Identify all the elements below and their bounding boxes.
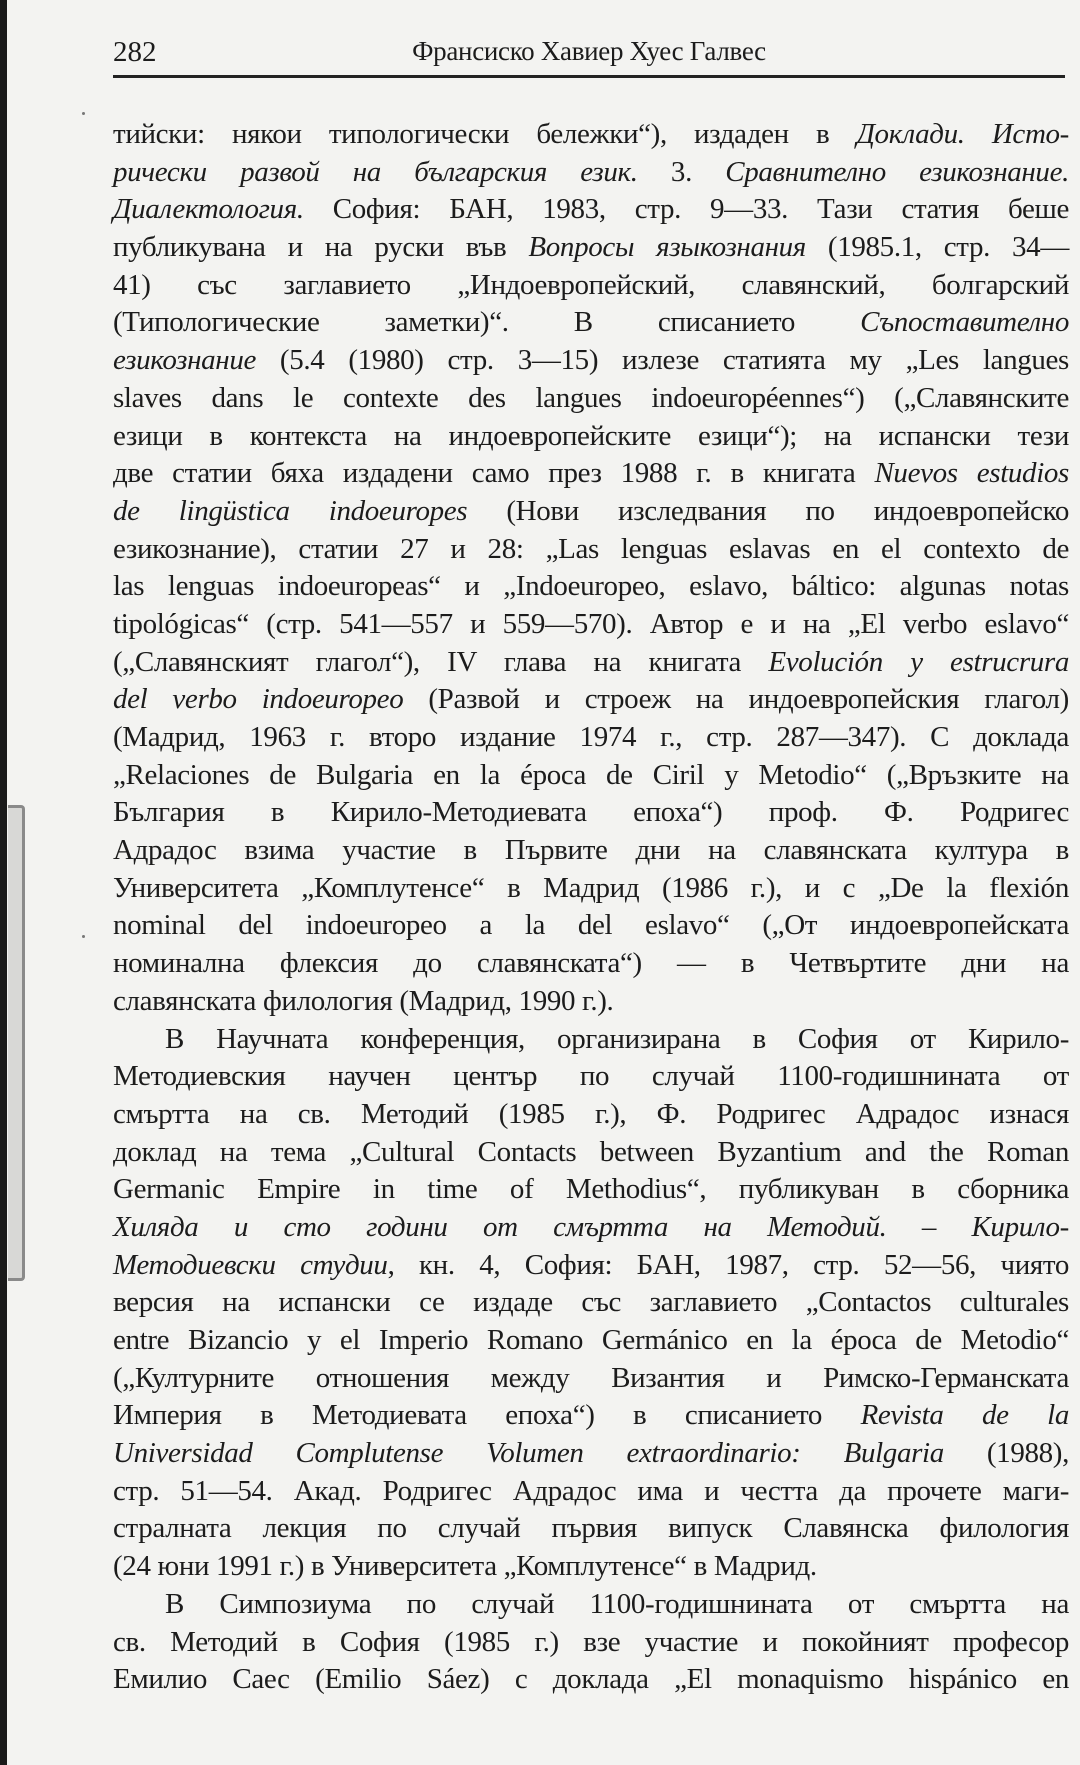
text-run: св. Методий в София (1985 г.) взе участие и покойният професор (113, 1625, 1069, 1658)
page-number: 282 (113, 36, 157, 68)
text-line (113, 191, 1069, 229)
body-text (113, 116, 1069, 1699)
italic-text: Universidad Complutense Volumen extraordinario: Bulgaria (113, 1437, 944, 1470)
text-run: смъртта на св. Методий (1985 г.), Ф. Родригес Адрадос изнася (113, 1097, 1069, 1130)
text-line (113, 267, 1069, 305)
text-line (113, 418, 1069, 456)
italic-text: Диалектология. (113, 193, 304, 226)
text-line (113, 1435, 1069, 1473)
scan-binding-edge (0, 0, 7, 1765)
text-run: las lenguas indoeuropeas“ и „Indoeuropeo, eslavo, báltico: algunas notas (113, 570, 1069, 603)
text-run: стр. 51—54. Акад. Родригес Адрадос има и честта да прочете маги- (113, 1474, 1069, 1507)
text-run: Адрадос взима участие в Първите дни на славянската култура в (113, 834, 1069, 867)
text-line (113, 757, 1069, 795)
text-line (113, 1247, 1069, 1285)
text-run: Империя в Методиевата епоха“) в списанието (113, 1399, 861, 1432)
italic-text: Nuevos estudios (874, 457, 1069, 490)
header-rule (113, 75, 1065, 78)
text-run: (1988), (943, 1437, 1069, 1470)
text-run: тийски: някои типологически бележки“), издаден в (113, 118, 857, 150)
text-run: (5.4 (1980) стр. 3—15) излезе статията му „Les langues (256, 344, 1069, 377)
text-run: публикувана и на руски във (113, 231, 529, 264)
text-line (113, 794, 1069, 832)
text-run: „Relaciones de Bulgaria en la época de Ciril y Metodio“ („Връзките на (113, 758, 1069, 791)
text-line (113, 1473, 1069, 1511)
text-line (113, 870, 1069, 908)
text-run: Емилио Саес (Emilio Sáez) с доклада „El monaquismo hispánico en (113, 1663, 1069, 1696)
italic-text: Съпоставително (860, 306, 1069, 339)
text-line (113, 1209, 1069, 1247)
italic-text: del verbo indoeuropeo (113, 683, 404, 716)
text-run: номинална флексия до славянската“) — в Четвъртите дни на (113, 947, 1069, 980)
text-run: В Научната конференция, организирана в София от Кирило- (165, 1022, 1069, 1055)
text-line (113, 116, 1069, 154)
text-line (113, 1586, 1069, 1624)
text-line (113, 1624, 1069, 1662)
text-run: Germanic Empire in time of Methodius“, публикуван в сборника (113, 1173, 1069, 1206)
text-line (113, 907, 1069, 945)
scan-page-clip (8, 805, 25, 1281)
text-run: две статии бяха издадени само през 1988 г. в книгата (113, 457, 875, 490)
text-line (113, 983, 1069, 1021)
text-line (113, 154, 1069, 192)
text-line (113, 455, 1069, 493)
italic-text: Методиевски студии (113, 1248, 388, 1281)
text-run: , кн. 4, София: БАН, 1987, стр. 52—56, чиято (387, 1248, 1069, 1281)
text-line (113, 681, 1069, 719)
text-line (113, 1397, 1069, 1435)
italic-text: езикознание (113, 344, 256, 377)
text-run: (Развой и строеж на индоевропейския глагол) (403, 683, 1069, 716)
italic-text: Сравнително езикознание. (725, 155, 1070, 188)
text-line (113, 1096, 1069, 1134)
text-run: (Нови изследвания по индоевропейско (467, 494, 1069, 527)
text-run: доклад на тема „Cultural Contacts between Byzantium and the Roman (113, 1135, 1069, 1168)
text-line (113, 342, 1069, 380)
text-run: В Симпозиума по случай 1100-годишнината от смъртта на (165, 1587, 1069, 1620)
text-line (113, 832, 1069, 870)
text-line (113, 1548, 1069, 1586)
text-run: Университета „Комплутенсе“ в Мадрид (1986 г.), и с „De la flexión (113, 871, 1069, 904)
text-line (113, 1284, 1069, 1322)
italic-text: рически развой на българския език. (113, 155, 671, 188)
scan-speck (82, 112, 85, 115)
text-line (113, 1322, 1069, 1360)
text-line (113, 380, 1069, 418)
italic-text: Evolución y estrucrura (768, 645, 1069, 678)
text-run: 3. (670, 155, 726, 188)
text-run: (1985.1, стр. 34— (805, 231, 1069, 264)
text-run: slaves dans le contexte des langues indoeuropéennes“) („Славянските (113, 381, 1069, 414)
text-run: стралната лекция по случай първия випуск Славянска филология (113, 1512, 1069, 1545)
text-line (113, 493, 1069, 531)
text-line (113, 568, 1069, 606)
text-run: славянската филология (Мадрид, 1990 г.). (113, 984, 614, 1017)
italic-text: Вопросы языкознания (528, 231, 806, 264)
text-run: (Мадрид, 1963 г. второ издание 1974 г., стр. 287—347). С доклада (113, 721, 1069, 753)
text-run: nominal del indoeuropeo a la del eslavo“ („От индоевропейската (113, 909, 1069, 942)
text-run: entre Bizancio y el Imperio Romano Germánico en la época de Metodio“ (113, 1324, 1069, 1356)
text-run: („Славянският глагол“), IV глава на книгата (113, 645, 769, 678)
text-run: България в Кирило-Методиевата епоха“) проф. Ф. Родригес (113, 796, 1069, 829)
italic-text: de lingüstica indoeuropes (113, 494, 468, 527)
text-line (113, 945, 1069, 983)
text-run: („Културните отношения между Византия и Римско-Германската (113, 1361, 1069, 1394)
italic-text: Revista de la (860, 1399, 1069, 1432)
text-line (113, 644, 1069, 682)
running-title: Франсиско Хавиер Хуес Галвес (412, 36, 766, 66)
text-line (113, 1360, 1069, 1398)
text-run: версия на испански се издаде със заглавието „Contactos culturales (113, 1286, 1069, 1319)
text-line (113, 1171, 1069, 1209)
scan-speck (82, 935, 85, 938)
page-header (113, 36, 1065, 76)
text-line (113, 1058, 1069, 1096)
text-run: (24 юни 1991 г.) в Университета „Комплутенсе“ в Мадрид. (113, 1550, 817, 1583)
text-run: (Типологические заметки)“. В списанието (113, 306, 861, 339)
text-line (113, 606, 1069, 644)
text-line (113, 719, 1069, 757)
text-line (113, 1134, 1069, 1172)
italic-text: Доклади. Исто- (856, 118, 1069, 150)
text-run: София: БАН, 1983, стр. 9—33. Тази статия беше (303, 193, 1069, 226)
text-line (113, 229, 1069, 267)
text-line (113, 304, 1069, 342)
text-line (113, 1021, 1069, 1059)
text-run: Методиевския научен център по случай 1100-годишнината от (113, 1060, 1069, 1093)
text-line (113, 1510, 1069, 1548)
text-run: 41) със заглавието „Индоевропейский, славянский, болгарский (113, 268, 1069, 301)
italic-text: Хиляда и сто години от смъртта на Методий. – Кирило- (113, 1210, 1069, 1243)
text-line (113, 1661, 1069, 1699)
text-run: tipológicas“ (стр. 541—557 и 559—570). Автор е и на „El verbo eslavo“ (113, 607, 1069, 640)
text-line (113, 531, 1069, 569)
text-run: езици в контекста на индоевропейските езици“); на испански тези (113, 419, 1069, 452)
text-run: езикознание), статии 27 и 28: „Las lenguas eslavas en el contexto de (113, 532, 1069, 565)
